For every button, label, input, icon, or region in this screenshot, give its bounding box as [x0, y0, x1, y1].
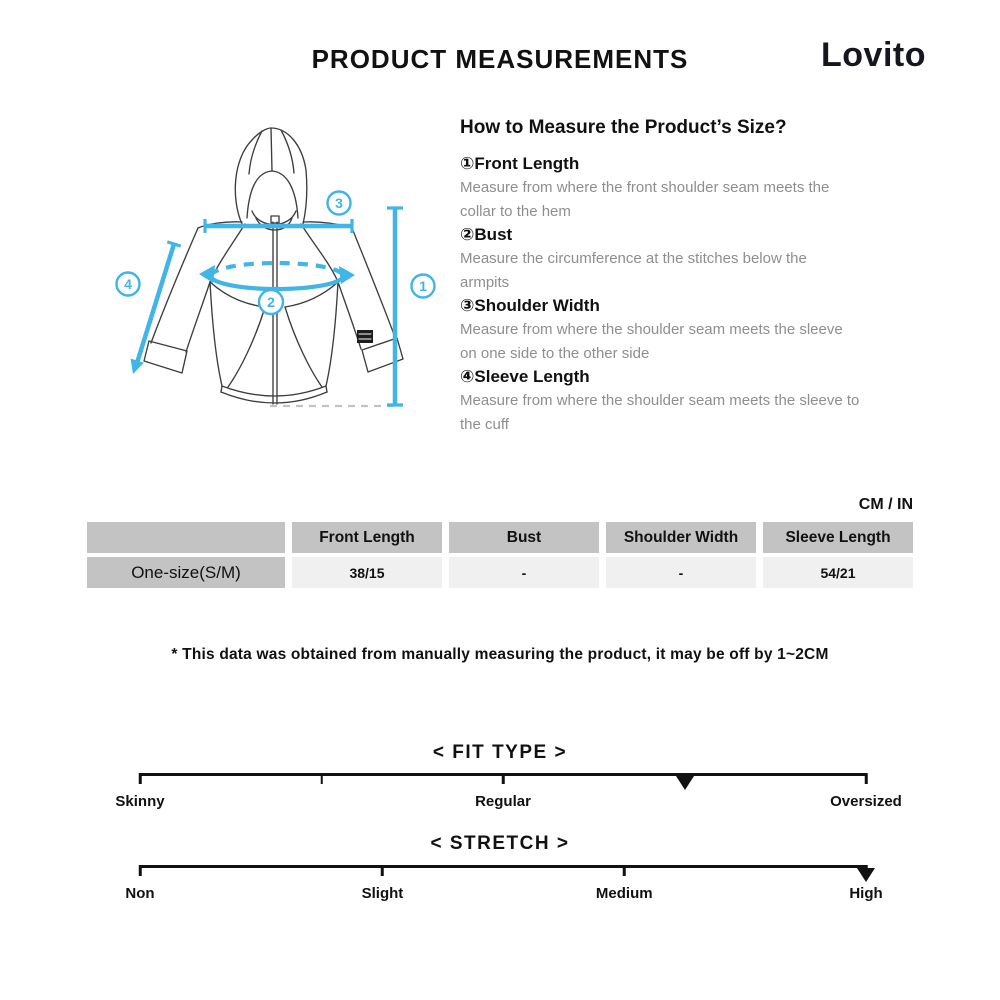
- svg-text:2: 2: [267, 294, 275, 310]
- measurement-disclaimer: * This data was obtained from manually measuring the product, it may be off by 1~2CM: [171, 646, 829, 663]
- bust-value: -: [449, 557, 599, 588]
- measure-item-desc: Measure the circumference at the stitches below the armpits: [460, 250, 807, 291]
- table-header-sleeve-length: Sleeve Length: [763, 522, 913, 553]
- sleeve-tag: [357, 330, 373, 343]
- fit-type-title: < FIT TYPE >: [432, 742, 568, 763]
- slider-tick: [865, 773, 868, 784]
- table-header-shoulder-width: Shoulder Width: [606, 522, 756, 553]
- table-header-row: [87, 522, 913, 553]
- measure-item-label: ①Front Length: [460, 154, 580, 173]
- callout-2: [259, 290, 283, 314]
- jacket-line-art: [144, 128, 403, 404]
- svg-text:3: 3: [335, 195, 343, 211]
- shoulder-width-value: -: [606, 557, 756, 588]
- measure-item-bust: [460, 223, 860, 294]
- fit-type-marker: [676, 776, 694, 790]
- fit-type-labels: [115, 793, 902, 813]
- stretch-scale-line: [140, 865, 866, 868]
- stretch-labels: [125, 885, 883, 905]
- brand-logo: Lovito: [821, 36, 926, 74]
- callout-3: [328, 192, 351, 215]
- measure-item-desc: Measure from where the shoulder seam meets the sleeve to the cuff: [460, 392, 860, 433]
- measure-item-label: ③Shoulder Width: [460, 296, 600, 315]
- svg-text:1: 1: [419, 278, 427, 294]
- slider-label: High: [849, 885, 883, 902]
- page-title: PRODUCT MEASUREMENTS: [311, 44, 689, 74]
- jacket-diagram: [105, 115, 445, 415]
- fit-type-scale: [140, 773, 866, 791]
- front-length-value: 38/15: [292, 557, 442, 588]
- slider-label: Skinny: [115, 793, 165, 810]
- front-length-measure-line: [387, 208, 403, 405]
- slider-tick: [381, 865, 384, 876]
- stretch-marker: [857, 868, 875, 882]
- slider-label: Oversized: [830, 793, 902, 810]
- slider-label: Medium: [595, 885, 653, 902]
- table-row: [87, 557, 913, 588]
- slider-label: Non: [125, 885, 155, 902]
- unit-label: CM / IN: [858, 496, 913, 513]
- slider-tick: [623, 865, 626, 876]
- how-to-title: How to Measure the Product’s Size?: [460, 117, 787, 138]
- slider-tick: [139, 865, 142, 876]
- stretch-scale: [140, 865, 866, 883]
- measure-item-sleeve-length: [460, 365, 860, 436]
- measure-item-desc: Measure from where the shoulder seam meets the sleeve on one side to the other side: [460, 321, 843, 362]
- measure-item-front-length: [460, 152, 860, 223]
- measure-item-desc: Measure from where the front shoulder seam meets the collar to the hem: [460, 179, 830, 220]
- how-to-measure-section: [460, 116, 860, 436]
- slider-label: Slight: [361, 885, 404, 902]
- table-header-front-length: Front Length: [292, 522, 442, 553]
- jacket-diagram-svg: [105, 115, 445, 415]
- table-header-size: [87, 522, 285, 553]
- measurements-table: [87, 522, 913, 588]
- slider-tick: [502, 773, 505, 784]
- measure-item-label: ④Sleeve Length: [460, 367, 590, 386]
- slider-tick: [139, 773, 142, 784]
- measure-item-label: ②Bust: [460, 225, 513, 244]
- stretch-title: < STRETCH >: [430, 833, 570, 854]
- sleeve-length-value: 54/21: [763, 557, 913, 588]
- callout-1: [412, 275, 435, 298]
- slider-tick: [320, 773, 323, 784]
- svg-text:4: 4: [124, 276, 132, 292]
- measure-item-shoulder-width: [460, 294, 860, 365]
- sleeve-length-measure-line: [131, 242, 181, 374]
- callout-4: [117, 273, 140, 296]
- table-header-bust: Bust: [449, 522, 599, 553]
- size-cell: One-size(S/M): [87, 557, 285, 588]
- slider-label: Regular: [475, 793, 531, 810]
